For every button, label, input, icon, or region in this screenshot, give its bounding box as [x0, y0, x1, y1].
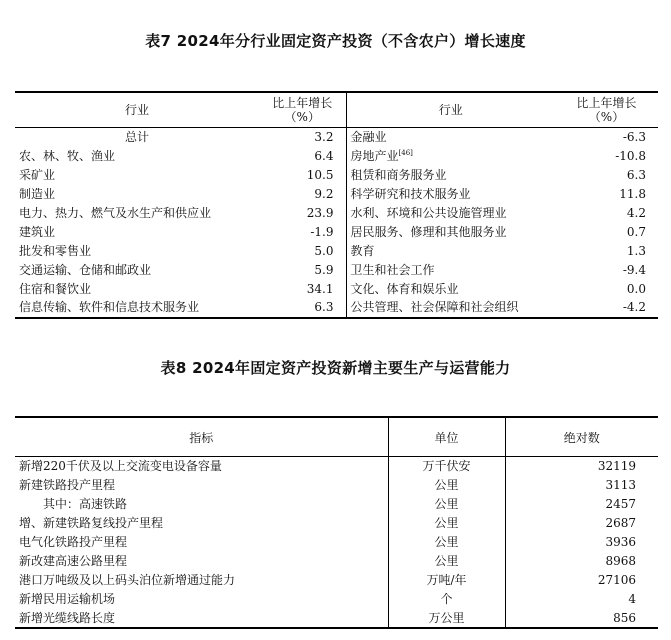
growth-value: 23.9 — [259, 204, 346, 223]
growth-value: 4.2 — [626, 206, 646, 220]
growth-value: -6.3 — [622, 130, 646, 145]
growth-value: 0.7 — [626, 224, 646, 239]
indicator-value: 27106 — [597, 572, 636, 587]
industry-name: 住宿和餐饮业 — [19, 281, 92, 296]
indicator-value: 3113 — [605, 478, 636, 493]
table7-title: 表7 2024年分行业固定资产投资（不含农户）增长速度 — [145, 32, 526, 50]
footnote-ref: [46] — [398, 149, 413, 158]
growth-value: 5.9 — [259, 260, 346, 279]
indicator-unit: 个 — [388, 589, 505, 608]
table-row — [15, 570, 658, 589]
table8-title: 表8 2024年固定资产投资新增主要生产与运营能力 — [160, 359, 511, 377]
table7-header-row — [15, 92, 658, 128]
growth-value: 6.3 — [626, 168, 646, 183]
indicator-unit: 公里 — [388, 514, 505, 533]
table7-industry-investment-growth — [15, 91, 658, 319]
indicator-unit: 万吨/年 — [388, 570, 505, 589]
table-row — [15, 298, 658, 318]
industry-name: 批发和零售业 — [19, 243, 92, 258]
growth-value: 6.3 — [259, 298, 346, 318]
industry-name: 水利、环境和公共设施管理业 — [350, 206, 507, 220]
indicator-value: 8968 — [605, 553, 636, 568]
indicator-value: 32119 — [597, 459, 636, 474]
growth-value: 5.0 — [259, 241, 346, 260]
indicator-name: 其中：高速铁路 — [15, 495, 388, 514]
table-row — [15, 514, 658, 533]
growth-value: 34.1 — [259, 279, 346, 298]
industry-name: 总计 — [124, 130, 149, 145]
table7-header-industry-right: 行业 — [346, 92, 555, 128]
table-row — [15, 241, 658, 260]
indicator-unit: 公里 — [388, 551, 505, 570]
industry-name: 农、林、牧、渔业 — [19, 149, 116, 164]
table-row — [15, 533, 658, 552]
table8-new-capacity — [15, 416, 658, 629]
indicator-name: 新建铁路投产里程 — [15, 476, 388, 495]
industry-name: 房地产业 — [350, 149, 399, 164]
growth-value: 6.4 — [259, 147, 346, 166]
growth-value: 10.5 — [259, 166, 346, 185]
table-row — [15, 279, 658, 298]
growth-value: 3.2 — [259, 128, 346, 147]
industry-name: 制造业 — [19, 187, 56, 202]
indicator-value: 4 — [628, 591, 636, 606]
growth-value: -9.4 — [622, 262, 646, 277]
industry-name: 卫生和社会工作 — [350, 262, 435, 277]
growth-value: 11.8 — [619, 187, 646, 202]
indicator-name: 港口万吨级及以上码头泊位新增通过能力 — [15, 570, 388, 589]
table-row — [15, 476, 658, 495]
industry-name: 租赁和商务服务业 — [350, 168, 447, 183]
industry-name: 金融业 — [350, 130, 387, 145]
indicator-unit: 公里 — [388, 533, 505, 552]
industry-name: 居民服务、修理和其他服务业 — [350, 224, 507, 239]
table-row — [15, 589, 658, 608]
indicator-value: 856 — [613, 610, 636, 625]
table-row — [15, 457, 658, 476]
table7-header-industry-left: 行业 — [15, 92, 259, 128]
industry-name-with-note — [346, 147, 555, 166]
industry-name: 电力、热力、燃气及水生产和供应业 — [19, 206, 212, 220]
indicator-unit: 公里 — [388, 476, 505, 495]
table-row — [15, 495, 658, 514]
industry-name: 建筑业 — [19, 224, 56, 239]
table7-header-growth-left — [259, 92, 346, 128]
industry-name: 公共管理、社会保障和社会组织 — [350, 300, 519, 315]
indicator-unit: 万千伏安 — [388, 457, 505, 476]
table8-header-unit: 单位 — [388, 417, 505, 457]
table-row — [15, 128, 658, 147]
table-row — [15, 185, 658, 204]
table8-header-indicator: 指标 — [15, 417, 388, 457]
table-row — [15, 222, 658, 241]
growth-header-line1: 比上年增长 — [272, 96, 333, 110]
industry-name: 采矿业 — [19, 168, 56, 183]
indicator-name: 增、新建铁路复线投产里程 — [15, 514, 388, 533]
industry-name: 信息传输、软件和信息技术服务业 — [19, 300, 200, 315]
industry-name: 文化、体育和娱乐业 — [350, 281, 459, 296]
industry-name: 教育 — [350, 243, 375, 258]
indicator-value: 2457 — [605, 497, 636, 512]
indicator-name: 新增民用运输机场 — [15, 589, 388, 608]
indicator-unit: 公里 — [388, 495, 505, 514]
growth-header-line2: （%） — [284, 110, 320, 124]
table-row — [15, 551, 658, 570]
indicator-value: 3936 — [605, 535, 636, 549]
growth-header-line2: （%） — [588, 110, 625, 124]
table7-header-growth-right — [555, 92, 658, 128]
table8-header-row — [15, 417, 658, 457]
table-row — [15, 608, 658, 628]
growth-value: 0.0 — [626, 281, 646, 296]
growth-value: -10.8 — [615, 149, 646, 164]
indicator-name: 电气化铁路投产里程 — [15, 533, 388, 552]
industry-name: 交通运输、仓储和邮政业 — [19, 262, 152, 277]
growth-value: -4.2 — [622, 300, 646, 315]
indicator-value: 2687 — [605, 516, 636, 531]
growth-header-line1: 比上年增长 — [576, 96, 637, 110]
indicator-name: 新增光缆线路长度 — [15, 608, 388, 628]
indicator-name: 新增220千伏及以上交流变电设备容量 — [15, 457, 388, 476]
indicator-unit: 万公里 — [388, 608, 505, 628]
indicator-name: 新改建高速公路里程 — [15, 551, 388, 570]
table-row — [15, 204, 658, 223]
growth-value: 9.2 — [259, 185, 346, 204]
growth-value: -1.9 — [259, 222, 346, 241]
growth-value: 1.3 — [626, 243, 646, 258]
table-row — [15, 147, 658, 166]
table8-header-absolute: 绝对数 — [505, 417, 658, 457]
table-row — [15, 166, 658, 185]
industry-name: 科学研究和技术服务业 — [350, 187, 471, 202]
table-row — [15, 260, 658, 279]
